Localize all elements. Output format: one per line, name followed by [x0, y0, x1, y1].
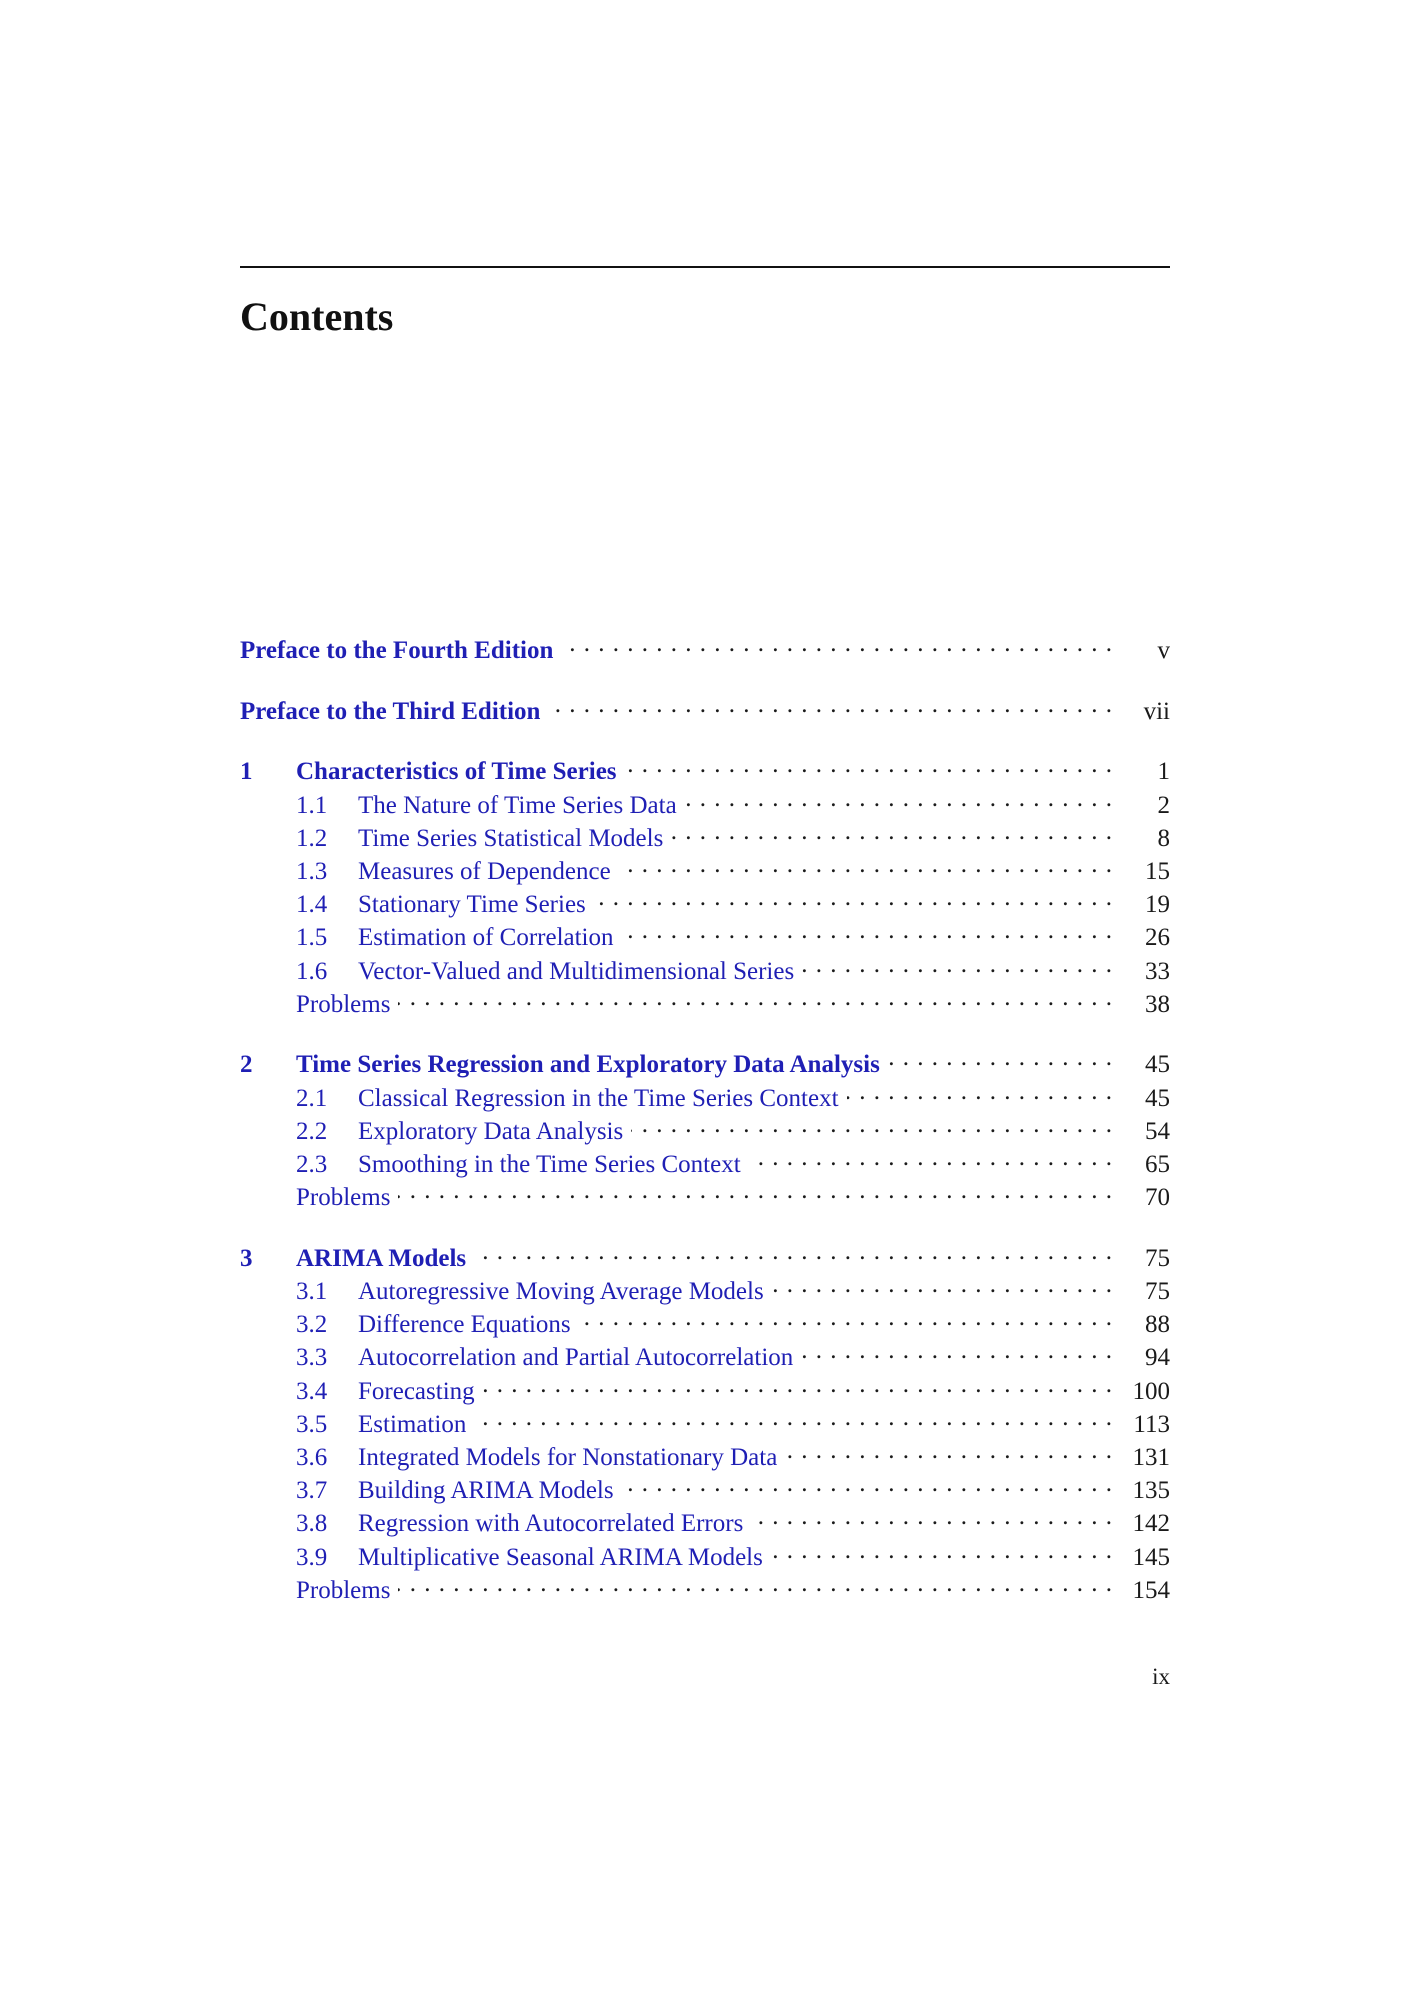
entry-page-number: 154	[1132, 1576, 1170, 1604]
section-number: 3.9	[296, 1543, 328, 1571]
dot-leader	[474, 1238, 1112, 1266]
entry-title: The Nature of Time Series Data	[358, 791, 677, 819]
section-number: 3.8	[296, 1510, 328, 1538]
entry-title: ARIMA Models	[296, 1244, 467, 1272]
dot-leader	[579, 1304, 1112, 1332]
entry-title: Building ARIMA Models	[358, 1477, 614, 1505]
toc-section-link[interactable]	[240, 884, 1170, 917]
section-number: 2.2	[296, 1117, 328, 1145]
entry-page-number: 142	[1132, 1510, 1170, 1538]
dot-leader	[749, 1144, 1112, 1172]
entry-title: Exploratory Data Analysis	[358, 1117, 624, 1145]
section-number: 3.7	[296, 1477, 328, 1505]
section-number: 1.2	[296, 824, 328, 852]
entry-title: Preface to the Third Edition	[240, 697, 541, 725]
entry-title: Preface to the Fourth Edition	[240, 637, 554, 664]
toc-section-link[interactable]	[240, 917, 1170, 950]
entry-title: Autocorrelation and Partial Autocorrelation	[358, 1344, 794, 1372]
dot-leader	[398, 1177, 1112, 1205]
entry-title: Problems	[296, 1576, 391, 1604]
section-number: 3.2	[296, 1311, 328, 1339]
entry-title: Estimation	[358, 1410, 467, 1438]
entry-title: Regression with Autocorrelated Errors	[358, 1510, 744, 1538]
toc-section-link[interactable]	[240, 1304, 1170, 1337]
page-number: ix	[1152, 1664, 1170, 1689]
entry-page-number: 100	[1132, 1377, 1170, 1405]
entry-page-number: 2	[1157, 791, 1170, 819]
toc-section-link[interactable]	[240, 1470, 1170, 1503]
dot-leader	[622, 1470, 1112, 1498]
dot-leader	[398, 984, 1112, 1012]
entry-title: Vector-Valued and Multidimensional Series	[358, 957, 795, 985]
entry-title: Time Series Statistical Models	[358, 824, 664, 852]
entry-page-number: 38	[1145, 990, 1170, 1018]
entry-title: Time Series Regression and Exploratory Data Analysis	[296, 1051, 880, 1079]
chapter-number: 3	[240, 1244, 253, 1272]
entry-page-number: 65	[1145, 1150, 1170, 1178]
dot-leader	[802, 951, 1112, 979]
toc-section-link[interactable]	[240, 818, 1170, 851]
chapter-number: 1	[240, 758, 253, 786]
toc-section-link[interactable]	[240, 1271, 1170, 1304]
entry-page-number: 8	[1157, 824, 1170, 852]
entry-title: Stationary Time Series	[358, 891, 586, 919]
entry-page-number: 1	[1157, 758, 1170, 786]
entry-page-number: 75	[1145, 1244, 1170, 1272]
entry-title: Estimation of Correlation	[358, 924, 614, 952]
section-number: 3.6	[296, 1443, 328, 1471]
dot-leader	[801, 1337, 1112, 1365]
entry-title: Problems	[296, 990, 391, 1018]
section-number: 1.5	[296, 924, 328, 952]
dot-leader	[474, 1404, 1112, 1432]
toc-section-link[interactable]	[240, 1371, 1170, 1404]
dot-leader	[548, 691, 1112, 719]
toc-section-link[interactable]	[240, 1537, 1170, 1570]
entry-page-number: vii	[1143, 697, 1170, 725]
entry-title: Classical Regression in the Time Series Context	[358, 1084, 839, 1112]
page-title: Contents	[240, 294, 394, 339]
entry-title: Multiplicative Seasonal ARIMA Models	[358, 1543, 763, 1571]
dot-leader	[631, 1111, 1112, 1139]
entry-page-number: 45	[1145, 1051, 1170, 1079]
section-number: 2.3	[296, 1150, 328, 1178]
entry-page-number: 131	[1132, 1443, 1170, 1471]
dot-leader	[594, 884, 1112, 912]
entry-page-number: 45	[1145, 1084, 1170, 1112]
section-number: 3.1	[296, 1278, 328, 1305]
dot-leader	[625, 751, 1112, 779]
dot-leader	[561, 630, 1112, 658]
section-number: 1.3	[296, 857, 328, 885]
header-rule	[240, 266, 1170, 268]
section-number: 3.4	[296, 1377, 328, 1405]
toc-chapter-link[interactable]	[240, 1238, 1170, 1271]
dot-leader	[771, 1537, 1112, 1565]
entry-page-number: 15	[1145, 857, 1170, 885]
entry-page-number: 75	[1145, 1278, 1170, 1305]
dot-leader	[888, 1044, 1112, 1072]
dot-leader	[785, 1437, 1112, 1465]
toc-problems-link[interactable]	[240, 984, 1170, 1017]
entry-title: Autoregressive Moving Average Models	[358, 1278, 764, 1305]
toc-section-link[interactable]	[240, 785, 1170, 818]
toc-section-link[interactable]	[240, 1437, 1170, 1470]
entry-title: Forecasting	[358, 1377, 475, 1405]
toc-section-link[interactable]	[240, 1078, 1170, 1111]
entry-title: Characteristics of Time Series	[296, 758, 617, 786]
dot-leader	[751, 1503, 1112, 1531]
toc-problems-link[interactable]	[240, 1570, 1170, 1603]
entry-page-number: 26	[1145, 924, 1170, 952]
dot-leader	[483, 1371, 1112, 1399]
toc-section-link[interactable]	[240, 951, 1170, 984]
toc-section-link[interactable]	[240, 1503, 1170, 1536]
entry-page-number: 54	[1145, 1117, 1170, 1145]
toc-chapter-link[interactable]	[240, 751, 1170, 784]
dot-leader	[398, 1570, 1112, 1598]
entry-page-number: 113	[1133, 1410, 1170, 1438]
toc-front-matter-link[interactable]	[240, 691, 1170, 724]
toc-section-link[interactable]	[240, 1144, 1170, 1177]
entry-title: Problems	[296, 1184, 391, 1212]
chapter-number: 2	[240, 1051, 253, 1079]
dot-leader	[671, 818, 1112, 846]
entry-page-number: 19	[1145, 891, 1170, 919]
entry-title: Integrated Models for Nonstationary Data	[358, 1443, 778, 1471]
dot-leader	[772, 1271, 1112, 1299]
section-number: 2.1	[296, 1084, 328, 1112]
entry-page-number: 145	[1132, 1543, 1170, 1571]
toc-front-matter-link[interactable]	[240, 630, 1170, 663]
table-of-contents	[240, 630, 1170, 1603]
toc-section-link[interactable]	[240, 851, 1170, 884]
entry-page-number: v	[1157, 637, 1170, 664]
toc-chapter-link[interactable]	[240, 1044, 1170, 1077]
dot-leader	[622, 917, 1112, 945]
entry-page-number: 88	[1145, 1311, 1170, 1339]
section-number: 3.3	[296, 1344, 328, 1372]
section-number: 1.1	[296, 791, 328, 819]
entry-page-number: 70	[1145, 1184, 1170, 1212]
toc-section-link[interactable]	[240, 1404, 1170, 1437]
dot-leader	[847, 1078, 1112, 1106]
entry-page-number: 135	[1132, 1477, 1170, 1505]
entry-title: Measures of Dependence	[358, 857, 611, 885]
toc-section-link[interactable]	[240, 1337, 1170, 1370]
toc-problems-link[interactable]	[240, 1177, 1170, 1210]
section-number: 3.5	[296, 1410, 328, 1438]
entry-title: Smoothing in the Time Series Context	[358, 1150, 741, 1178]
dot-leader	[619, 851, 1112, 879]
entry-page-number: 33	[1145, 957, 1170, 985]
section-number: 1.4	[296, 891, 328, 919]
toc-section-link[interactable]	[240, 1111, 1170, 1144]
section-number: 1.6	[296, 957, 328, 985]
entry-title: Difference Equations	[358, 1311, 571, 1339]
dot-leader	[685, 785, 1112, 813]
entry-page-number: 94	[1145, 1344, 1170, 1372]
